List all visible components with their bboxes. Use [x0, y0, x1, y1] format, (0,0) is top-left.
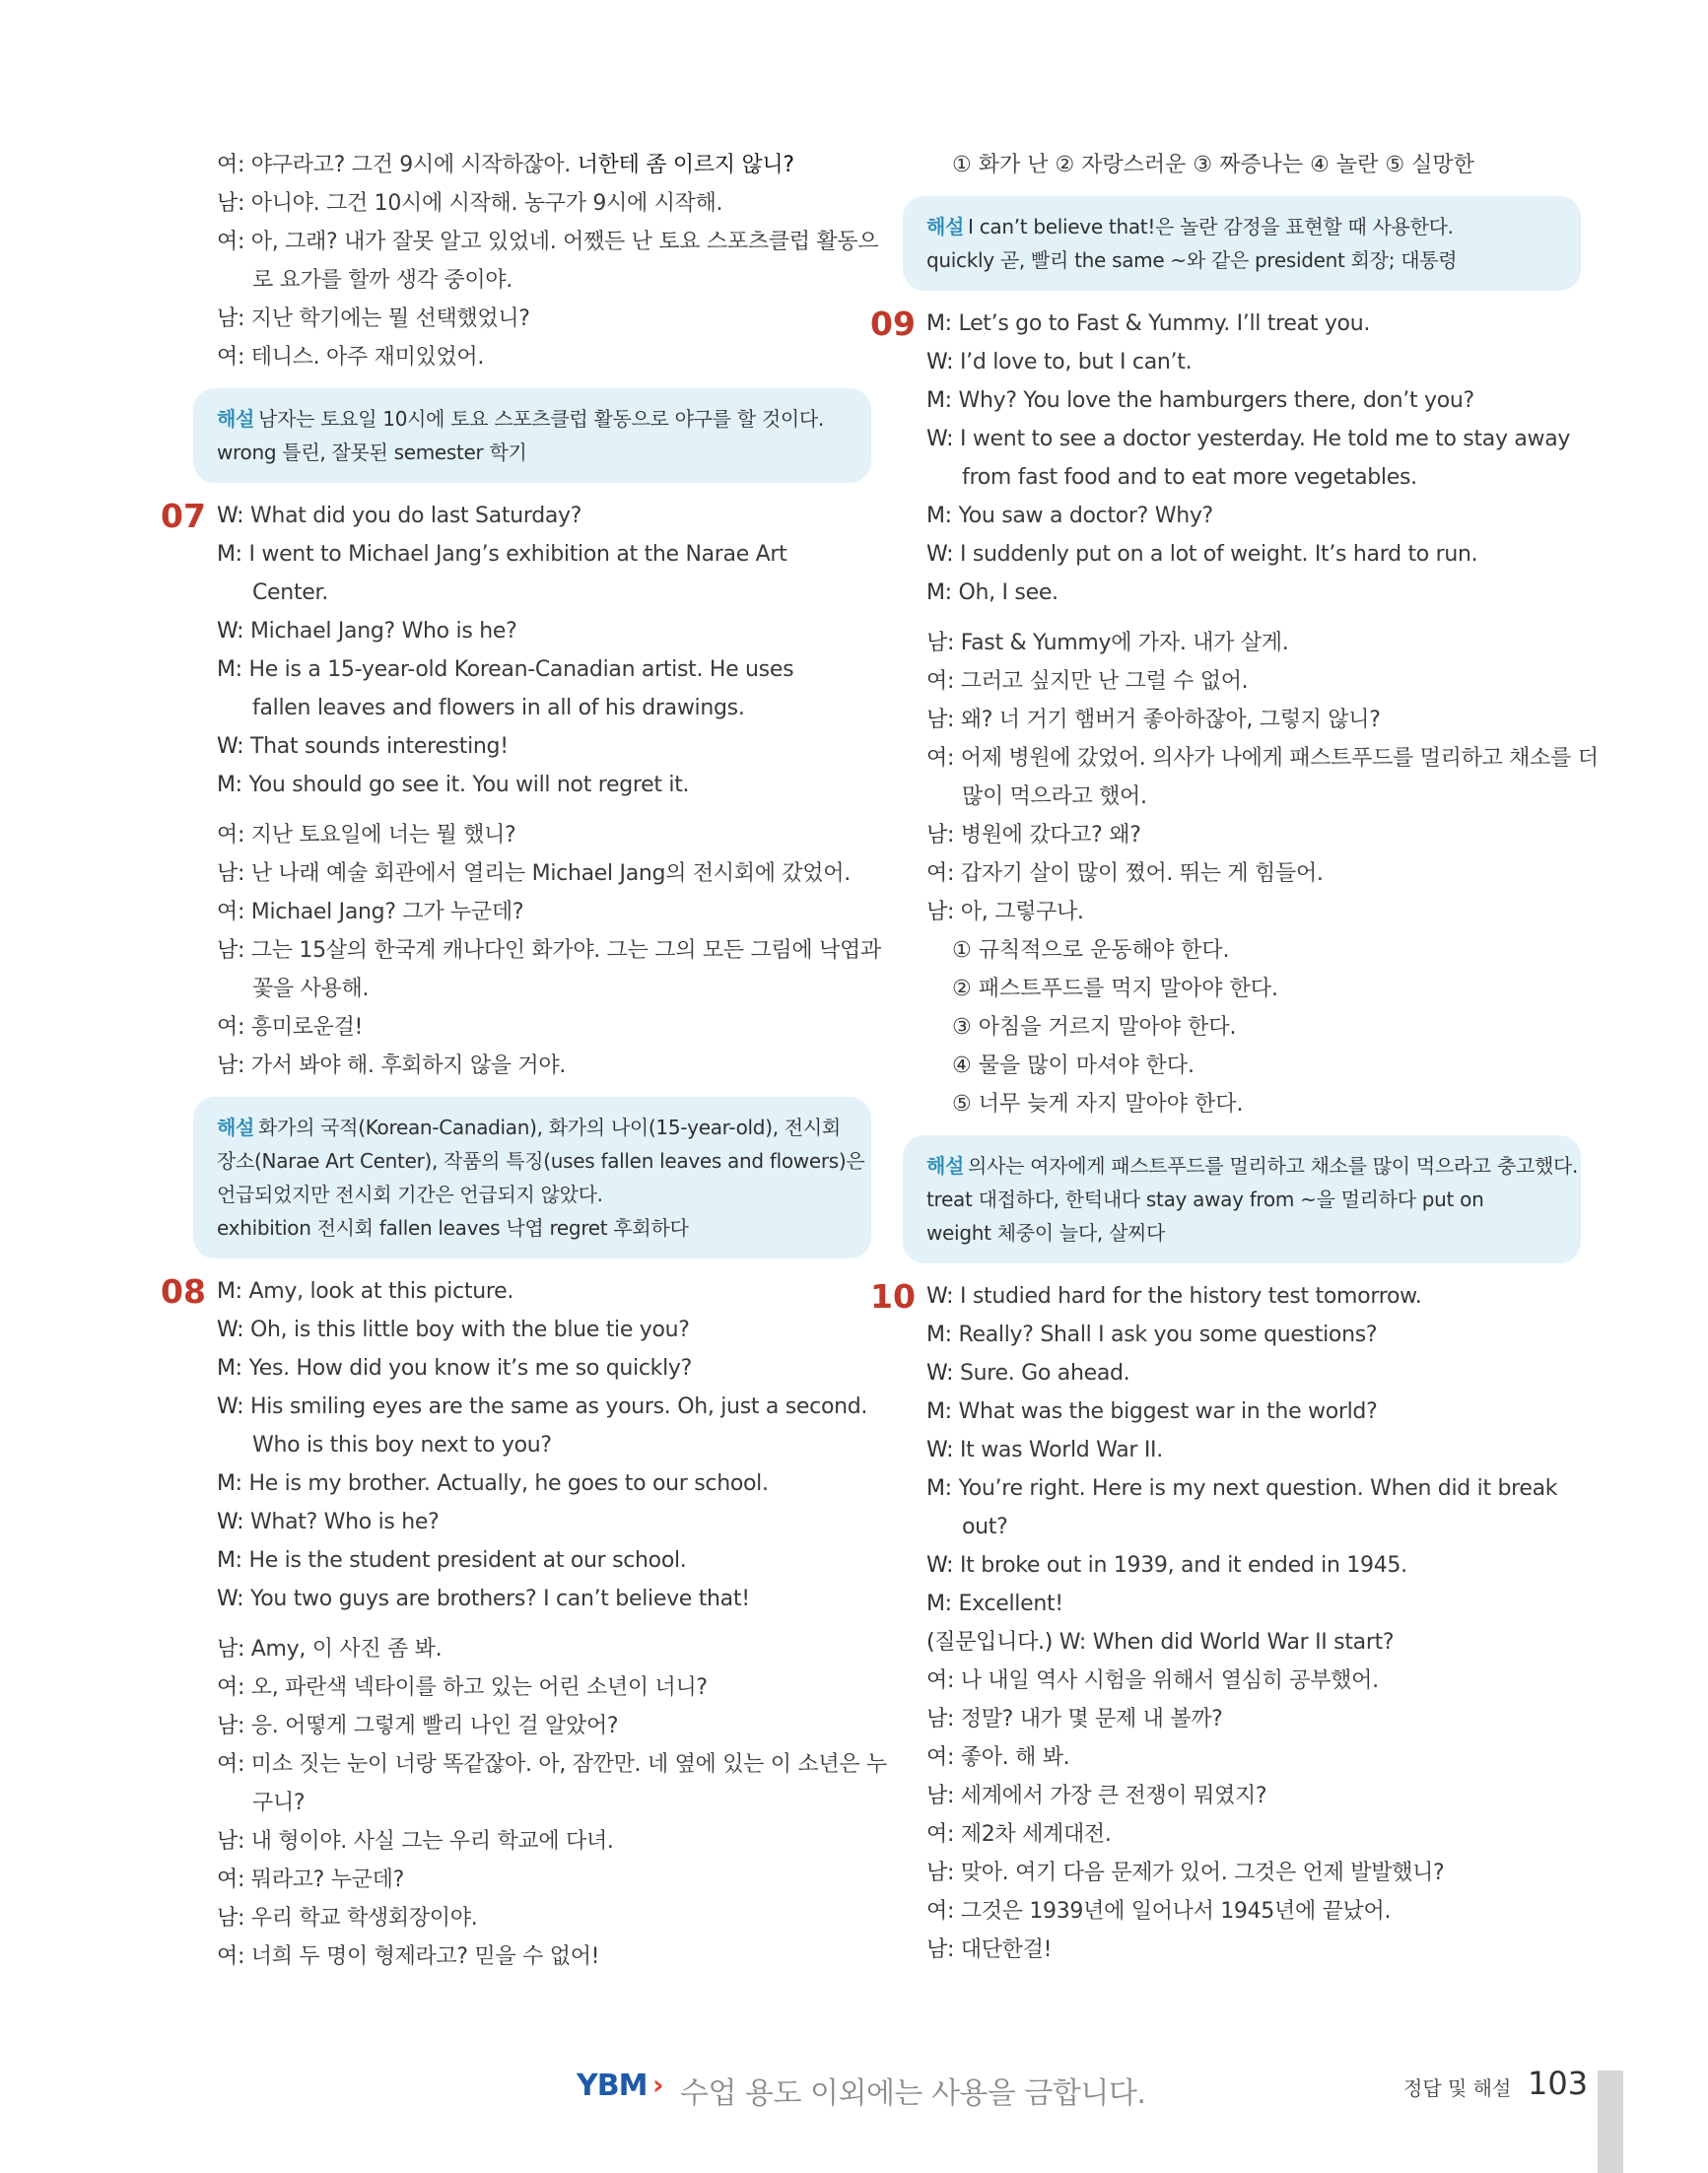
speaker-label: W: [217, 1318, 244, 1342]
dialogue-text: He is a 15-year-old Korean-Canadian artist. He uses [248, 657, 794, 682]
speaker-label: M: [217, 657, 242, 682]
explanation-text: 장소(Narae Art Center), 작품의 특징(uses fallen leaves and flowers)은 [217, 1149, 865, 1173]
dialogue-text: What? Who is he? [249, 1510, 440, 1534]
dialogue-text: 좋아. 해 봐. [960, 1745, 1070, 1770]
answer-choice: ③ 아침을 거르지 말아야 한다. [952, 1015, 1237, 1040]
speaker-label: 여: [217, 823, 245, 848]
dialogue-line [217, 1822, 871, 1861]
dialogue-text: Oh, is this little boy with the blue tie you? [249, 1318, 690, 1342]
speaker-label: 여: [217, 153, 245, 177]
page-number: 103 [1528, 2065, 1589, 2102]
left-column [161, 146, 887, 1976]
speaker-label: M: [926, 504, 952, 528]
dialogue-line [217, 766, 871, 804]
dialogue-line [926, 701, 1581, 739]
dialogue-line [217, 574, 871, 612]
speaker-label: W: [926, 1284, 954, 1309]
question-08-continued [926, 146, 1581, 291]
explanation-line [217, 1178, 848, 1211]
dialogue-line [217, 1668, 871, 1707]
dialogue-text: It broke out in 1939, and it ended in 1945. [959, 1553, 1407, 1578]
dialogue-text-emphasis: 너한테 좀 이르지 않니? [577, 153, 794, 177]
dialogue-text: He is my brother. Actually, he goes to our school. [248, 1471, 769, 1496]
explanation-tag: 해설 [926, 1154, 965, 1178]
dialogue-text: 미소 짓는 눈이 너랑 똑같잖아. 아, 잠깐만. 네 옆에 있는 이 소년은 누 [250, 1752, 887, 1777]
dialogue-text: I studied hard for the history test tomorrow. [959, 1284, 1422, 1309]
dialogue-text: Sure. Go ahead. [959, 1361, 1130, 1386]
dialogue-line [217, 184, 871, 223]
speaker-label: (질문입니다.) [926, 1630, 1054, 1655]
speaker-label: 남: [217, 938, 245, 963]
explanation-tag: 해설 [217, 1116, 255, 1139]
explanation-text: 의사는 여자에게 패스트푸드를 멀리하고 채소를 많이 먹으라고 충고했다. [968, 1154, 1579, 1178]
speaker-label: 남: [926, 823, 955, 848]
dialogue-line [217, 1349, 871, 1388]
question-number: 07 [161, 497, 206, 535]
question-09 [870, 305, 1599, 1263]
dialogue-text: 야구라고? 그건 9시에 시작하잖아. [250, 153, 578, 177]
dialogue-line [926, 1623, 1581, 1662]
dialogue-line [217, 338, 871, 376]
dialogue-text: out? [962, 1515, 1008, 1539]
speaker-label: 남: [217, 1714, 245, 1738]
dialogue-text: He is the student president at our school. [248, 1548, 687, 1573]
dialogue-text: Michael Jang? 그가 누군데? [250, 900, 524, 924]
dialogue-text: I went to see a doctor yesterday. He told me to stay away [959, 427, 1571, 451]
dialogue-text: That sounds interesting! [249, 734, 509, 759]
dialogue-line [926, 458, 1581, 497]
speaker-label: W: [217, 504, 244, 528]
dialogue-text: Center. [252, 580, 328, 605]
dialogue-line [926, 662, 1581, 701]
dialogue-line [217, 535, 871, 574]
speaker-label: M: [926, 388, 952, 413]
speaker-label: 여: [217, 1867, 245, 1892]
speaker-label: W: [217, 619, 244, 644]
question-number: 09 [870, 305, 916, 343]
dialogue-line [926, 739, 1599, 778]
explanation-line [217, 1211, 848, 1245]
speaker-label: 여: [217, 1675, 245, 1700]
dialogue-text: 가서 봐야 해. 후회하지 않을 거야. [250, 1053, 567, 1078]
speaker-label: 여: [926, 669, 955, 694]
dialogue-line [217, 300, 871, 338]
explanation-text: quickly 곧, 빨리 the same ~와 같은 president 회장; 대통령 [926, 248, 1458, 272]
explanation-line [926, 210, 1557, 243]
dialogue-text: 대단한걸! [960, 1937, 1053, 1962]
speaker-label: M: [926, 311, 952, 336]
dialogue-text: 아, 그래? 내가 잘못 알고 있었네. 어쨌든 난 토요 스포츠클럽 활동으 [250, 230, 879, 254]
dialogue-text: 제2차 세계대전. [960, 1822, 1112, 1847]
explanation-line [926, 1149, 1579, 1183]
speaker-label: M: [217, 773, 242, 797]
dialogue-text: Excellent! [958, 1592, 1063, 1616]
speaker-label: M: [217, 1279, 242, 1304]
dialogue-text: 맞아. 여기 다음 문제가 있어. 그것은 언제 발발했니? [960, 1861, 1445, 1885]
speaker-label: M: [926, 1592, 952, 1616]
dialogue-text: 우리 학교 학생회장이야. [250, 1906, 478, 1931]
explanation-tag: 해설 [926, 215, 965, 238]
dialogue-line [217, 1707, 871, 1745]
dialogue-line [926, 1777, 1581, 1815]
dialogue-line [926, 1738, 1581, 1777]
dialogue-line [926, 1854, 1581, 1892]
answer-choice: ⑤ 너무 늦게 자지 말아야 한다. [952, 1092, 1244, 1117]
speaker-label: 여: [926, 1668, 955, 1693]
dialogue-line [926, 1392, 1581, 1431]
speaker-label: 남: [217, 1829, 245, 1854]
speaker-label: W: [217, 1587, 244, 1611]
question-08 [161, 1272, 887, 1976]
speaker-label: M: [926, 1476, 952, 1501]
dialogue-text: Amy, look at this picture. [248, 1279, 514, 1304]
dialogue-text: W: When did World War II start? [1059, 1630, 1395, 1655]
dialogue-line [926, 1277, 1581, 1316]
speaker-label: 남: [926, 1861, 955, 1885]
dialogue-line [926, 1662, 1581, 1700]
speaker-label: 남: [926, 708, 955, 732]
speaker-label: W: [217, 734, 244, 759]
dialogue-line [217, 1311, 871, 1349]
speaker-label: 남: [926, 900, 955, 924]
dialogue-line [926, 343, 1581, 381]
dialogue-line [217, 1899, 871, 1937]
speaker-label: W: [926, 1361, 954, 1386]
dialogue-line [217, 1047, 871, 1085]
dialogue-line [926, 778, 1581, 816]
explanation-text: exhibition 전시회 fallen leaves 낙엽 regret 후회하다 [217, 1216, 689, 1240]
speaker-label: M: [217, 1471, 242, 1496]
dialogue-text: Michael Jang? Who is he? [249, 619, 517, 644]
speaker-label: 여: [926, 746, 955, 771]
dialogue-text: from fast food and to eat more vegetables. [962, 465, 1417, 490]
speaker-label: W: [926, 1553, 954, 1578]
speaker-label: 여: [217, 1015, 245, 1040]
dialogue-text: Who is this boy next to you? [252, 1433, 552, 1458]
dialogue-line [926, 1892, 1581, 1931]
chevron-right-icon: › [652, 2069, 664, 2101]
dialogue-line [217, 931, 881, 970]
speaker-label: W: [926, 350, 954, 374]
dialogue-line [926, 1546, 1581, 1585]
speaker-label: 여: [217, 900, 245, 924]
dialogue-line [217, 146, 871, 184]
explanation-text: 화가의 국적(Korean-Canadian), 화가의 나이(15-year-old), 전시회 [258, 1116, 841, 1139]
dialogue-text: It was World War II. [959, 1438, 1163, 1462]
explanation-line [926, 1216, 1557, 1250]
speaker-label: 남: [926, 631, 955, 655]
explanation-text: weight 체중이 늘다, 살찌다 [926, 1221, 1166, 1245]
dialogue-text: 지난 토요일에 너는 뭘 했니? [250, 823, 516, 848]
spacer [926, 612, 1581, 624]
dialogue-text: 흥미로운걸! [250, 1015, 364, 1040]
dialogue-line [217, 497, 871, 535]
explanation-box [193, 388, 871, 483]
dialogue-text: You saw a doctor? Why? [958, 504, 1213, 528]
spacer [217, 804, 871, 816]
speaker-label: M: [217, 542, 242, 567]
explanation-text: 남자는 토요일 10시에 토요 스포츠클럽 활동으로 야구를 할 것이다. [258, 407, 824, 431]
dialogue-line [217, 1580, 871, 1618]
dialogue-text: Amy, 이 사진 좀 봐. [250, 1637, 443, 1662]
speaker-label: 남: [217, 191, 245, 216]
question-06-continued [217, 146, 879, 483]
explanation-box [193, 1097, 871, 1258]
dialogue-text: 아니야. 그건 10시에 시작해. 농구가 9시에 시작해. [250, 191, 723, 216]
dialogue-line [926, 574, 1581, 612]
dialogue-line [926, 420, 1581, 458]
explanation-box [903, 196, 1581, 291]
dialogue-text: 병원에 갔다고? 왜? [960, 823, 1141, 848]
section-label: 정답 및 해설 [1403, 2076, 1512, 2100]
dialogue-line [926, 497, 1581, 535]
dialogue-text: 지난 학기에는 뭘 선택했었니? [250, 306, 530, 331]
speaker-label: W: [217, 1510, 244, 1534]
speaker-label: W: [926, 542, 954, 567]
dialogue-line [217, 970, 871, 1008]
speaker-label: 남: [217, 1637, 245, 1662]
explanation-tag: 해설 [217, 407, 255, 431]
dialogue-line [926, 1316, 1581, 1354]
speaker-label: 남: [217, 1906, 245, 1931]
dialogue-text: 응. 어떻게 그렇게 빨리 나인 걸 알았어? [250, 1714, 619, 1738]
dialogue-text: 뭐라고? 누군데? [250, 1867, 404, 1892]
ybm-logo: YBM [577, 2069, 648, 2103]
speaker-label: W: [217, 1394, 244, 1419]
dialogue-line [926, 1931, 1581, 1969]
speaker-label: M: [926, 1399, 952, 1424]
dialogue-line [926, 1508, 1581, 1546]
usage-notice: 수업 용도 이외에는 사용을 금합니다. [680, 2076, 1146, 2111]
explanation-text: wrong 틀린, 잘못된 semester 학기 [217, 441, 527, 464]
dialogue-line [926, 624, 1581, 662]
dialogue-text: Let’s go to Fast & Yummy. I’ll treat you. [958, 311, 1371, 336]
side-tab-marker [1598, 2071, 1623, 2173]
dialogue-line [217, 1388, 871, 1426]
dialogue-text: What did you do last Saturday? [249, 504, 582, 528]
dialogue-line [217, 1008, 871, 1047]
speaker-label: W: [926, 427, 954, 451]
speaker-label: 남: [217, 306, 245, 331]
dialogue-text: You’re right. Here is my next question. When did it break [958, 1476, 1558, 1501]
explanation-text: 언급되었지만 전시회 기간은 언급되지 않았다. [217, 1183, 603, 1206]
dialogue-line [217, 261, 871, 300]
dialogue-line [217, 816, 871, 854]
dialogue-line [926, 1815, 1581, 1854]
dialogue-line [217, 689, 871, 727]
speaker-label: 여: [926, 1745, 955, 1770]
question-number: 08 [161, 1272, 206, 1311]
dialogue-line [926, 854, 1581, 893]
dialogue-text: 갑자기 살이 많이 쪘어. 뛰는 게 힘들어. [960, 861, 1324, 886]
dialogue-text: 세계에서 가장 큰 전쟁이 뭐였지? [960, 1784, 1267, 1808]
speaker-label: M: [217, 1356, 242, 1381]
spacer [217, 1618, 871, 1630]
dialogue-text: 정말? 내가 몇 문제 내 볼까? [960, 1707, 1223, 1732]
dialogue-line [217, 1464, 871, 1503]
page-footer [0, 2063, 1708, 2122]
dialogue-line [926, 893, 1581, 931]
dialogue-text: I’d love to, but I can’t. [959, 350, 1193, 374]
dialogue-line [217, 1861, 871, 1899]
dialogue-text: Oh, I see. [958, 580, 1059, 605]
dialogue-line [926, 1354, 1581, 1392]
dialogue-text: I suddenly put on a lot of weight. It’s hard to run. [959, 542, 1478, 567]
dialogue-line [926, 1469, 1581, 1508]
speaker-label: 여: [926, 861, 955, 886]
dialogue-text: What was the biggest war in the world? [958, 1399, 1378, 1424]
dialogue-line [926, 1700, 1581, 1738]
speaker-label: 남: [217, 1053, 245, 1078]
dialogue-line [217, 727, 871, 766]
dialogue-text: fallen leaves and flowers in all of his drawings. [252, 696, 745, 720]
speaker-label: M: [926, 1323, 952, 1347]
answer-options: ① 화가 난 ② 자랑스러운 ③ 짜증나는 ④ 놀란 ⑤ 실망한 [952, 153, 1474, 177]
speaker-label: 남: [217, 861, 245, 886]
speaker-label: 남: [926, 1784, 955, 1808]
speaker-label: 여: [217, 230, 245, 254]
dialogue-text: 그것은 1939년에 일어나서 1945년에 끝났어. [960, 1899, 1392, 1924]
dialogue-text: 테니스. 아주 재미있었어. [250, 345, 485, 370]
dialogue-text: 로 요가를 할까 생각 중이야. [252, 268, 512, 293]
speaker-label: 여: [217, 1944, 245, 1969]
dialogue-line [926, 816, 1581, 854]
dialogue-text: 많이 먹으라고 했어. [962, 784, 1147, 809]
speaker-label: 남: [926, 1707, 955, 1732]
dialogue-line [217, 650, 871, 689]
speaker-label: 여: [217, 345, 245, 370]
dialogue-text: Really? Shall I ask you some questions? [958, 1323, 1378, 1347]
explanation-line [217, 1144, 865, 1178]
dialogue-text: 그는 15살의 한국계 캐나다인 화가야. 그는 그의 모든 그림에 낙엽과 [250, 938, 881, 963]
dialogue-line [217, 1272, 871, 1311]
dialogue-line [926, 305, 1581, 343]
dialogue-line [217, 1426, 871, 1464]
dialogue-text: You two guys are brothers? I can’t believe that! [249, 1587, 750, 1611]
dialogue-line [926, 1585, 1581, 1623]
speaker-label: 남: [926, 1937, 955, 1962]
question-number: 10 [870, 1277, 916, 1316]
dialogue-text: 난 나래 예술 회관에서 열리는 Michael Jang의 전시회에 갔었어. [250, 861, 851, 886]
dialogue-line [217, 223, 879, 261]
dialogue-line [926, 381, 1581, 420]
explanation-line [217, 1111, 848, 1144]
dialogue-text: Fast & Yummy에 가자. 내가 살게. [960, 631, 1289, 655]
question-10 [870, 1277, 1581, 1969]
dialogue-text: 나 내일 역사 시험을 위해서 열심히 공부했어. [960, 1668, 1379, 1693]
dialogue-text: 꽃을 사용해. [252, 977, 370, 1001]
dialogue-line [217, 1541, 871, 1580]
speaker-label: 여: [217, 1752, 245, 1777]
explanation-text: treat 대접하다, 한턱내다 stay away from ~을 멀리하다 put on [926, 1188, 1484, 1211]
dialogue-text: 그러고 싶지만 난 그럴 수 없어. [960, 669, 1249, 694]
dialogue-line [217, 893, 871, 931]
dialogue-text: 어제 병원에 갔었어. 의사가 나에게 패스트푸드를 멀리하고 채소를 더 [960, 746, 1599, 771]
dialogue-text: Why? You love the hamburgers there, don’t you? [958, 388, 1474, 413]
dialogue-line [926, 1431, 1581, 1469]
answer-choice: ② 패스트푸드를 먹지 말아야 한다. [952, 977, 1278, 1001]
speaker-label: 여: [926, 1899, 955, 1924]
speaker-label: W: [926, 1438, 954, 1462]
dialogue-text: 왜? 너 거기 햄버거 좋아하잖아, 그렇지 않니? [960, 708, 1381, 732]
dialogue-line [217, 1745, 887, 1784]
dialogue-line [217, 1503, 871, 1541]
dialogue-line [217, 1784, 871, 1822]
dialogue-text: Yes. How did you know it’s me so quickly? [248, 1356, 692, 1381]
explanation-line [217, 436, 848, 469]
explanation-line [926, 243, 1557, 277]
dialogue-text: 오, 파란색 넥타이를 하고 있는 어린 소년이 너니? [250, 1675, 708, 1700]
dialogue-text: You should go see it. You will not regret it. [248, 773, 690, 797]
dialogue-text: 내 형이야. 사실 그는 우리 학교에 다녀. [250, 1829, 614, 1854]
answer-choice: ① 규칙적으로 운동해야 한다. [952, 938, 1230, 963]
dialogue-line [926, 535, 1581, 574]
speaker-label: M: [926, 580, 952, 605]
dialogue-text: His smiling eyes are the same as yours. Oh, just a second. [249, 1394, 868, 1419]
speaker-label: M: [217, 1548, 242, 1573]
dialogue-text: 구니? [252, 1791, 306, 1815]
explanation-line [926, 1183, 1557, 1216]
explanation-box [903, 1135, 1581, 1263]
dialogue-text: 아, 그렇구나. [960, 900, 1084, 924]
dialogue-line [217, 1630, 871, 1668]
speaker-label: 여: [926, 1822, 955, 1847]
question-07 [161, 497, 881, 1258]
dialogue-line [217, 1937, 871, 1976]
explanation-text: I can’t believe that!은 놀란 감정을 표현할 때 사용한다. [968, 215, 1454, 238]
dialogue-text: I went to Michael Jang’s exhibition at the Narae Art [248, 542, 787, 567]
explanation-line [217, 402, 848, 436]
dialogue-text: 너희 두 명이 형제라고? 믿을 수 없어! [250, 1944, 600, 1969]
dialogue-line [217, 854, 871, 893]
dialogue-line [217, 612, 871, 650]
answer-choice: ④ 물을 많이 마셔야 한다. [952, 1053, 1195, 1078]
right-column [870, 146, 1599, 1969]
